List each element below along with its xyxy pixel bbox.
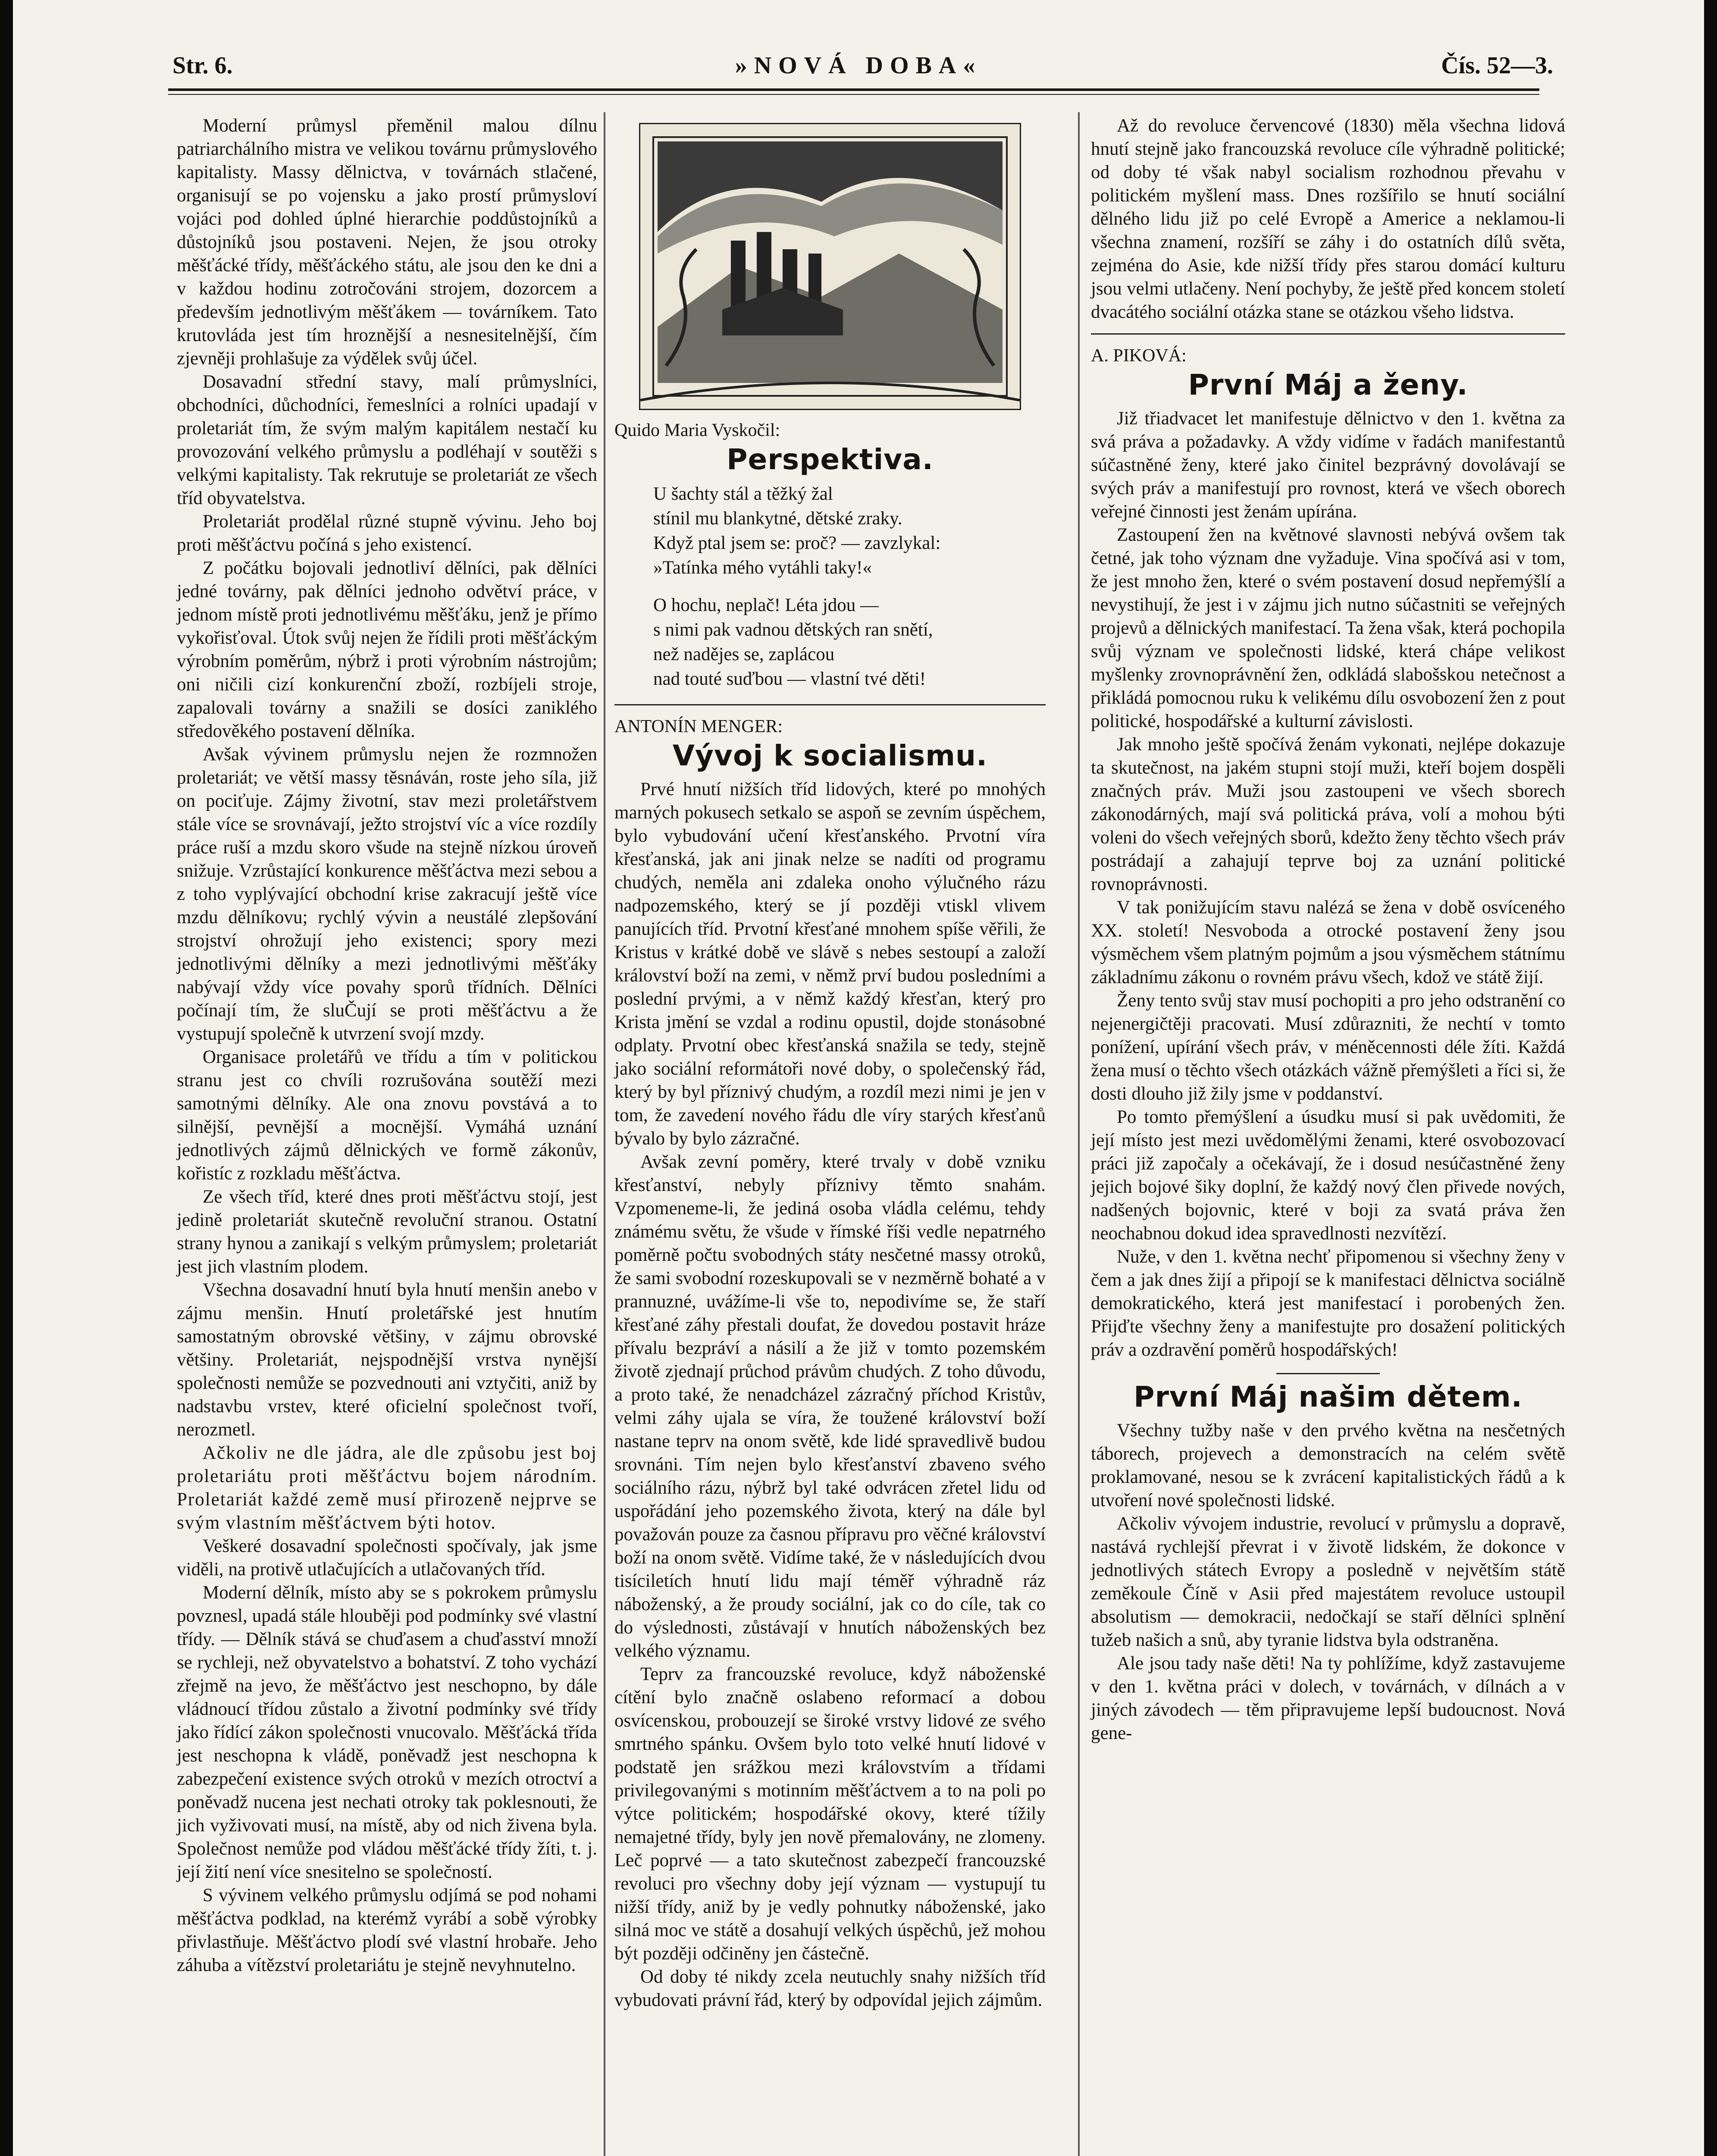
paragraph: Avšak vývinem průmyslu nejen že rozmnožen proletariát; ve větší massy těsnáván, roste jeho síla, již on pociťuje. Zájmy životní, stav mezi proletářstvem stále více se srovnávají, ježto strojství víc a více rozdíly práce ruší a mzdu skoro všude na stejně nízkou úroveň snižuje. Vzrůstající konkurence měšťáctva mezi sebou a z toho vyplývající obchodní krise zakracují ještě více mzdu dělníkovu; rychlý vývin a neustálé zlepšování strojství ohrožují jeho existenci; spory mezi jednotlivými dělníky a mezi jednotlivými měšťáky nabývají vždy více povahy sporů třídních. Dělníci počínají tím, že sluČují se proti měšťáctvu a že vystupují společně k utvrzení svojí mzdy.: [177, 744, 597, 1044]
paragraph: Ačkoliv vývojem industrie, revolucí v průmyslu a dopravě, nastává rychlejší převrat i v životě lidském, že dokonce v jednotlivých státech Evropy a posledně v největším státě zeměkoule Číně v Asii před majestátem revoluce ustoupil absolutism — demokracii, nedočkají se staří dělníci splnění tužeb našich a snů, aby tyranie lidstva byla odstraněna.: [1091, 1514, 1565, 1650]
article-author: A. PIKOVÁ:: [1091, 346, 1187, 366]
paragraph: Dosavadní střední stavy, malí průmyslníci, obchodníci, důchodníci, řemeslníci a rolníci upadají v proletariát tím, že svým malým kapitálem nestačí ku provozování velkého průmyslu a podléhají v soutěži s velkými kapitalisty. Tak rekrutuje se proletariát ze všech tříd obyvatelstva.: [177, 372, 597, 508]
issue-number: Čís. 52—3.: [1441, 52, 1553, 79]
header-rule-thin: [168, 94, 1539, 95]
article-author: ANTONÍN MENGER:: [614, 717, 783, 736]
paragraph: Od doby té nikdy zcela neutuchly snahy nižších tříd vybudovati právní řád, který by odpovídal jejich zájmům.: [614, 1967, 1046, 2010]
paragraph: Moderní dělník, místo aby se s pokrokem průmyslu povznesl, upadá stále hlouběji pod podmínky své vlastní třídy. — Dělník stává se chuďasem a chuďasství množí se rychleji, než obyvatelstvo a bohatství. Z toho vychází zřejmě na jevo, že měšťáctvo jest neschopno, by dále vládnoucí třídou zůstalo a životní podmínky své třídy jako řídící zákon společnosti vnucovalo. Měšťácká třída jest neschopna k vládě, poněvadž jest neschopna k zabezpečení existence svých otroků v mezích otroctví a poněvadž nucena jest nechati otroky tak poklesnouti, že jich vyživovati musí, na místě, aby od nich živena byla. Společnost nemůže pod vládou měšťácké třídy žíti, t. j. její žití není více snesitelno se společností.: [177, 1583, 597, 1882]
paragraph: Moderní průmysl přeměnil malou dílnu patriarchálního mistra ve velikou továrnu průmyslového kapitalisty. Massy dělnictva, v továrnách stlačené, organisují se po vojensku a jako prostí průmysloví vojáci pod dohled úplné hierarchie poddůstojníků a důstojníků jsou postaveni. Nejen, že jsou otroky měšťácké třídy, měšťáckého státu, ale jsou den ke dni a v každou hodinu zotročováni strojem, dozorcem a především jednotlivým měšťákem — továrníkem. Tato krutovláda jest tím hroznější a nesnesitelnější, čím zjevněji prohlašuje za výdělek svůj účel.: [177, 116, 597, 369]
poem-stanza: [653, 482, 1046, 580]
section-rule: [614, 704, 1046, 705]
masthead-title: »NOVÁ DOBA«: [735, 52, 982, 79]
paragraph: V tak ponižujícím stavu nalézá se žena v době osvíceného XX. století! Nesvoboda a otrocké postavení ženy jsou výsměchem všem platným pojmům a jsou výsměchem státnímu základnímu zákonu o rovném právu všech, kdož ve státě žijí.: [1091, 897, 1565, 987]
paragraph: Ze všech tříd, které dnes proti měšťáctvu stojí, jest jedině proletariát skutečně revoluční stranou. Ostatní strany hynou a zanikají s velkým průmyslem; proletariát jest jich vlastním plodem.: [177, 1187, 597, 1277]
paragraph: S vývinem velkého průmyslu odjímá se pod nohami měšťáctva podklad, na kterémž vyrábí a sobě výrobky přivlastňuje. Měšťáctvo plodí své vlastní hrobaře. Jeho záhuba a vítězství proletariátu je stejně nevyhnutelno.: [177, 1885, 597, 1975]
paragraph: Až do revoluce červencové (1830) měla všechna lidová hnutí stejně jako francouzská revoluce cíle výhradně politické; od doby té však nabyl socialism rozhodnou převahu v politickém myšlení mass. Dnes rozšířilo se hnutí sociální dělného lidu již po celé Evropě a Americe a neklamou-li všechna znamení, rozšíří se záhy i do ostatních dílů světa, zejména do Asie, kde nižší třídy přes starou domácí kulturu jsou velmi utlačeny. Není pochyby, že ještě před koncem století dvacátého sociální otázka stane se otázkou všeho lidstva.: [1091, 116, 1565, 322]
paragraph: Všechny tužby naše v den prvého května na nesčetných táborech, projevech a demonstracích na celém světě proklamované, nesou se k zvrácení kapitalistických řádů a k utvoření nové společnosti lidské.: [1091, 1420, 1565, 1510]
paragraph: Teprv za francouzské revoluce, když náboženské cítění bylo značně oslabeno reformací a dobou osvícenskou, probouzejí se široké vrstvy lidové ze svého smrtného spánku. Ovšem bylo toto velké hnutí lidové v podstatě jen srážkou mezi královstvím a třídami privilegovanými s motinním měšťáctvem a to na poli po výtce politickém; hospodářské okovy, které tížily nemajetné třídy, byly jen nově přemalovány, ne zlomeny. Leč poprvé — a tato skutečnost zabezpečí francouzské revoluci pro všechny doby její význam — vystupují tu nižší třídy, aniž by je vedly pohnutky náboženské, jako silná moc ve státě a dosahují velkých úspěchů, jež mohou být později odčiněny jen částečně.: [614, 1664, 1046, 1964]
paragraph: Veškeré dosavadní společnosti spočívaly, jak jsme viděli, na protivě utlačujících a utlačovaných tříd.: [177, 1536, 597, 1579]
poem-title: Perspektiva.: [727, 443, 934, 476]
header-rule: [168, 88, 1539, 91]
column-divider: [1078, 112, 1080, 2156]
poem-line: nad touté suďbou — vlastní tvé děti!: [653, 669, 926, 689]
paragraph: Ale jsou tady naše děti! Na ty pohlížíme, když zastavujeme v den 1. května práci v dolech, v továrnách, v dílnách a v jiných závodech — těm připravujeme lepší budoucnost. Nová gene-: [1091, 1653, 1565, 1743]
poem-line: U šachty stál a těžký žal: [653, 484, 833, 504]
mine-illustration: [639, 123, 1021, 410]
paragraph: Proletariát prodělal různé stupně vývinu. Jeho boj proti měšťáctvu počíná s jeho existencí.: [177, 511, 597, 555]
section-rule: [1091, 333, 1565, 335]
poem-line: »Tatínka mého vytáhli taky!«: [653, 558, 872, 578]
column-right: [1091, 114, 1565, 1745]
poem: [614, 482, 1046, 691]
poem-line: s nimi pak vadnou dětských ran snětí,: [653, 620, 933, 640]
article-title: První Máj a ženy.: [1188, 368, 1468, 401]
paragraph: Z počátku bojovali jednotliví dělníci, pak dělníci jedné továrny, pak dělníci jednoho odvětví práce, v jednom místě proti jednotlivému měšťáku, jenž je přímo vykořisťoval. Útok svůj nejen že řídili proti měšťáckým výrobním poměrům, nýbrž i proti výrobním nástrojům; oni ničili cizí konkurenční zboží, rozbíjeli stroje, zapalovali továrny a snažili se dosíci zaniklého středověkého postavení dělníka.: [177, 558, 597, 741]
mine-illustration-drawing: [640, 124, 1020, 409]
paragraph: Organisace proletářů ve třídu a tím v politickou stranu jest co chvíli rozrušována soutěží mezi samotnými dělníky. Ale ona znovu povstává a to silnější, pevnější a mocnější. Vymáhá uznání jednotlivých zájmů dělnických ve formě zákonův, kořistíc z rozkladu měšťáctva.: [177, 1047, 597, 1184]
paragraph: Zastoupení žen na květnové slavnosti nebývá ovšem tak četné, jak toho význam dne vyžaduje. Vina spočívá asi v tom, že jest mnoho žen, které o svém postavení dosud nepřemýšlí a nevystihují, že jest i v zájmu jich nutno súčastniti se veřejných projevů a dělnických manifestací. Ta žena však, která pochopila svůj význam ve společnosti lidské, která chápe velikost myšlenky zrovnoprávnění žen, odkládá slabošskou netečnost a přikládá pomocnou ruku k velikému dílu osvobození žen z pout politické, hospodářské a kulturní závislosti.: [1091, 525, 1565, 731]
paragraph: Po tomto přemýšlení a úsudku musí si pak uvědomiti, že její místo jest mezi uvědomělými ženami, které osvobozovací práci již započaly a očekávají, že i dosud nesúčastněné ženy jejich bojové šiky doplní, že každý nový člen přivede nových, nadšených bojovnic, které v boji za svatá práva žen neochabnou dokud idea spravedlnosti nezvítězí.: [1091, 1107, 1565, 1244]
poem-line: stínil mu blankytné, dětské zraky.: [653, 508, 902, 529]
poem-line: Když ptal jsem se: proč? — zavzlykal:: [653, 533, 941, 553]
poem-line: O hochu, neplač! Léta jdou —: [653, 595, 879, 615]
paragraph: Prvé hnutí nižších tříd lidových, které po mnohých marných pokusech setkalo se aspoň se zevním úspěchem, bylo vybudování učení křesťanského. Prvotní víra křesťanská, jak ani jinak nelze se nadíti od programu chudých, neměla ani zdaleka onoho výlučného rázu nadpozemského, který se jí později vtiskl vlivem panujících tříd. Prvotní křesťané mnohem spíše věřili, že Kristus v krátké době ve slávě s nebes sestoupí a založí království boží na zemi, v němž prví budou posledními a poslední prvými, a v němž každý křesťan, který pro Krista jmění se vzdal a rodinu opustil, dojde stonásobné odplaty. Prvotní obec křesťanská snažila se tedy, stejně jako sociální reformátoři nové doby, o společenský řád, který by byl příznivý chudým, a rozdíl mezi nimi je jen v tom, že zavedení nového řádu dle víry starých křesťanů bývalo by bylo zázračné.: [614, 779, 1046, 1149]
column-divider: [604, 112, 605, 2156]
article-title: Vývoj k socialismu.: [672, 739, 988, 772]
column-middle: [614, 123, 1046, 2012]
paragraph: Ačkoliv ne dle jádra, ale dle způsobu jest boj proletariátu proti měšťáctvu bojem národním. Proletariát každé země musí přirozeně nejprve se svým vlastním měšťáctvem býti hotov.: [177, 1443, 597, 1533]
paragraph: Ženy tento svůj stav musí pochopiti a pro jeho odstranění co nejenergičtěji pracovati. Musí zdůrazniti, že nechtí v tomto ponížení, upírání všech práv, v méněcennosti déle žíti. Každá žena musí o těchto všech otázkách vážně přemýšleti a říci si, že dosti dlouho již žily jsme v poddanství.: [1091, 990, 1565, 1104]
poem-author: Quido Maria Vyskočil:: [614, 420, 780, 440]
paragraph: Všechna dosavadní hnutí byla hnutí menšin anebo v zájmu menšin. Hnutí proletářské jest hnutím samostatným obrovské většiny, v zájmu obrovské většiny. Proletariát, nejspodnější vrstva nynější společnosti nemůže se pozvednouti ani vztyčiti, aniž by nadstavbu vrstev, které oficielní společnost tvoří, nerozmetl.: [177, 1280, 597, 1440]
section-rule: [1276, 1373, 1380, 1374]
article-title: První Máj našim dětem.: [1134, 1380, 1523, 1413]
column-left: [177, 114, 597, 1977]
paragraph: Avšak zevní poměry, které trvaly v době vzniku křesťanství, nebyly příznivy těmto snahám. Vzpomeneme-li, že jediná osoba vládla celému, tehdy známému světu, že všude v římské říši vedle nepatrného poměrně počtu svobodných státy nesčetné massy otroků, že sami svobodní rozeskupovali se v nezměrně bohaté a v prannuzné, uvážíme-li vše to, nepodivíme se, že staří křesťané záhy přestali doufat, že dovedou postavit hráze přívalu bezpráví a násilí a že již v tomto pozemském životě zjednají průchod právům chudých. Z toho důvodu, a proto také, že nenadcházel zázračný příchod Kristův, velmi záhy ujala se víra, že toužené království boží nastane teprv na onom světě, kde lidé spravedlivě budou srovnáni. Tím nejen bylo křesťanství zbaveno svého sociálního rázu, nýbrž byl také odvrácen zřetel lidu od uspořádání jeho pozemského života, který na dále byl považován pouze za časnou přípravu pro věčné království boží na onom světě. Vidíme také, že v následujících dvou tisíciletích hnutí lidu mají téměř výhradně ráz náboženský, a že proudy sociální, jak co do cíle, tak co do výslednosti, zůstávají v hnutích náboženských bez velkého významu.: [614, 1152, 1046, 1661]
paragraph: Nuže, v den 1. května nechť připomenou si všechny ženy v čem a jak dnes žijí a připojí se k manifestaci dělnictva sociálně demokratického, která jest manifestací i porobených žen. Přijďte všechny ženy a manifestujte pro dosažení politických práv a ozdravění poměrů hospodářských!: [1091, 1247, 1565, 1360]
paragraph: Již třiadvacet let manifestuje dělnictvo v den 1. května za svá práva a požadavky. A vždy vidíme v řadách manifestantů súčastněné ženy, které jako činitel bezprávný dovolávají se svých práv a manifestují pro rovnost, která ve všech oborech veřejné činnosti jest ženám upírána.: [1091, 408, 1565, 522]
poem-stanza: [653, 593, 1046, 691]
page-number: Str. 6.: [172, 52, 233, 79]
poem-line: než nadějes se, zaplácou: [653, 644, 835, 664]
paragraph: Jak mnoho ještě spočívá ženám vykonati, nejlépe dokazuje ta skutečnost, na jakém stupni stojí muži, kteří bojem dospěli značných práv. Muži jsou zastoupeni ve všech sborech zákonodárných, mají svá politická práva, volí a mohou býti voleni do všech veřejných sborů, kdežto ženy těchto všech práv postrádají a zahajují teprve boj za uznání politické rovnoprávnosti.: [1091, 734, 1565, 894]
